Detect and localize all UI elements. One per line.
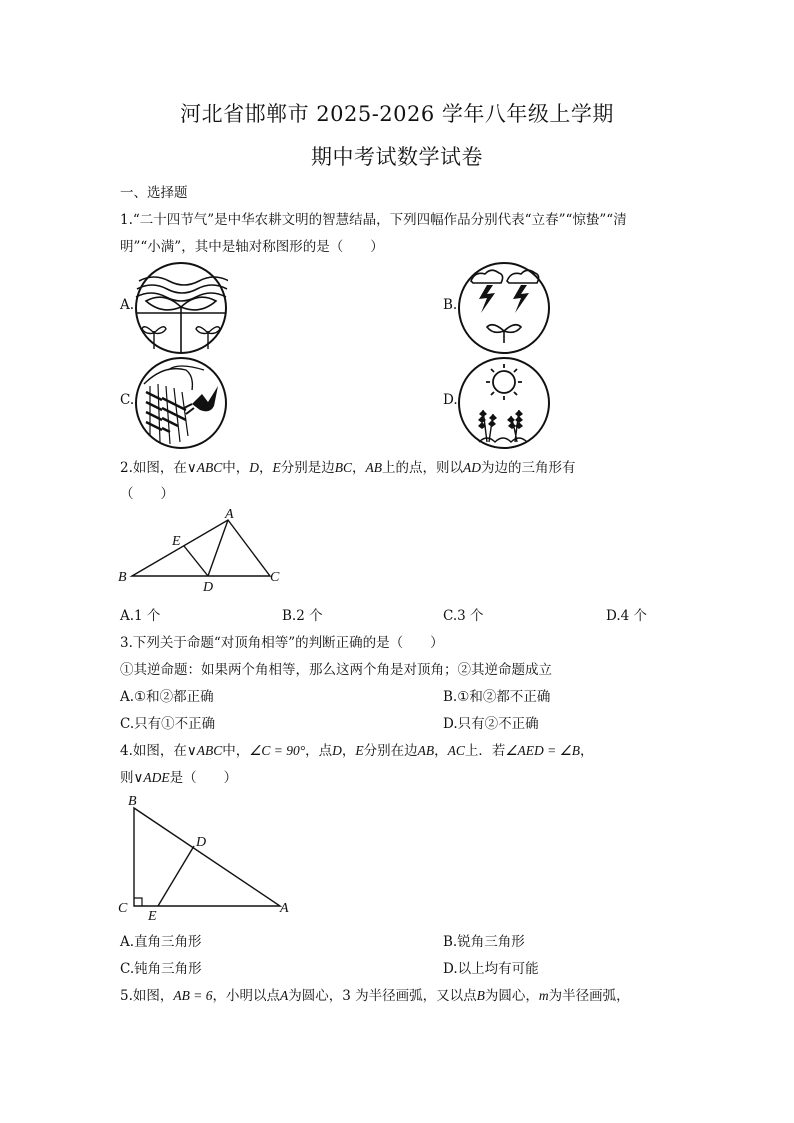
q2-prefix: 2.如图，在∨ [120,460,197,476]
q2-segment-ad: AD [463,460,482,475]
q1-stem-line1: 1.“二十四节气”是中华农耕文明的智慧结晶，下列四幅作品分别代表“立春”“惊蛰”“清 [120,212,627,228]
q4-side-ac: AC [447,743,465,758]
q4-condition-right-angle: ∠C = 90° [249,743,306,758]
q1-option-c-label[interactable]: C. [120,392,135,408]
q5-mid3: 为圆心， [484,988,539,1004]
q2-label-a: A [225,507,234,522]
q2-sep1: ， [259,460,273,476]
q2-label-d: D [203,580,214,594]
q2-option-d[interactable]: D.4 个 [606,608,648,624]
q2-point-d: D [249,460,260,475]
q5-mid1: ，小明以点 [212,988,280,1004]
q2-mid2: 分别是边 [280,460,335,476]
q4-option-a[interactable]: A.直角三角形 [120,934,202,950]
q2-label-c: C [270,570,280,585]
q4-label-d: D [196,835,207,850]
q5-stem-line1 [120,984,630,1004]
q4-line2-prefix: 则∨ [120,770,144,786]
q2-triangle-abc: ABC [196,460,223,475]
q4-side-ab: AB [417,743,435,758]
q4-point-d: D [332,743,342,758]
q4-prefix: 4.如图，在∨ [120,743,197,759]
q2-sep2: ， [352,460,366,476]
q4-option-d[interactable]: D.以上均有可能 [443,961,539,977]
sun-wheat-icon [457,356,551,450]
q1-option-d-label[interactable]: D. [443,392,458,408]
q5-prefix: 5.如图， [120,988,174,1004]
q5-point-b: B [476,988,485,1003]
q2-label-e: E [172,534,181,549]
q3-option-c[interactable]: C.只有①不正确 [120,716,216,732]
q2-option-a[interactable]: A.1 个 [120,608,161,624]
q4-triangle-abc: ABC [196,743,223,758]
page-title: 河北省邯郸市 2025-2026 学年八年级上学期 [180,102,614,126]
q2-side-ab: AB [365,460,383,475]
q1-option-b-label[interactable]: B. [443,297,458,313]
q4-mid4: 上．若 [464,743,506,759]
q1-option-a-label[interactable]: A. [120,297,135,313]
q4-right-triangle-figure [112,790,302,922]
page-subtitle: 期中考试数学试卷 [311,145,483,169]
q5-variable-m: m [538,988,549,1003]
q4-sep1: ， [341,743,356,759]
q4-option-b[interactable]: B.锐角三角形 [443,934,525,950]
q2-stem-line1 [120,456,576,476]
q4-condition-angle: ∠AED = ∠B [505,743,580,758]
q2-answer-paren: （ ） [120,486,174,502]
q2-triangle-figure [112,504,302,594]
q5-suffix: 为半径画弧， [548,988,630,1004]
q4-label-a: A [280,901,289,916]
q2-label-b: B [118,570,127,585]
q4-line2-suffix: 是（ ） [169,770,238,786]
q4-label-e: E [148,909,157,922]
section-heading: 一、选择题 [120,185,188,201]
q5-condition: AB = 6 [173,988,213,1003]
q2-suffix: 为边的三角形有 [481,460,576,476]
q2-mid3: 上的点，则以 [382,460,464,476]
q2-side-bc: BC [334,460,353,475]
spring-sprout-icon [134,261,228,355]
q4-mid3: 分别在边 [363,743,418,759]
q2-mid1: 中， [222,460,250,476]
thunder-sprout-icon [457,261,551,355]
q3-option-a[interactable]: A.①和②都正确 [120,689,214,705]
q3-option-d[interactable]: D.只有②不正确 [443,716,539,732]
q1-stem-line2: 明”“小满”，其中是轴对称图形的是（ ） [120,239,384,255]
q4-mid2: ，点 [305,743,333,759]
q4-end: ， [579,743,594,759]
q4-stem-line1 [120,739,593,759]
q5-mid2: 为圆心，3 为半径画弧，又以点 [288,988,477,1004]
q5-point-a: A [280,988,289,1003]
q3-stem-line1: 3.下列关于命题“对顶角相等”的判断正确的是（ ） [120,635,444,651]
q2-point-e: E [272,460,281,475]
q4-option-c[interactable]: C.钝角三角形 [120,961,202,977]
willow-swallow-icon [134,356,228,450]
q4-stem-line2 [120,766,237,786]
q2-option-c[interactable]: C.3 个 [443,608,484,624]
q4-mid1: 中， [222,743,250,759]
q3-option-b[interactable]: B.①和②都不正确 [443,689,551,705]
q4-label-b: B [128,794,137,809]
q4-triangle-ade: ADE [143,770,170,785]
q3-stem-line2: ①其逆命题：如果两个角相等，那么这两个角是对顶角；②其逆命题成立 [120,662,552,678]
q4-point-e: E [355,743,364,758]
q4-label-c: C [118,901,128,916]
q2-option-b[interactable]: B.2 个 [282,608,323,624]
q4-sep2: ， [434,743,448,759]
